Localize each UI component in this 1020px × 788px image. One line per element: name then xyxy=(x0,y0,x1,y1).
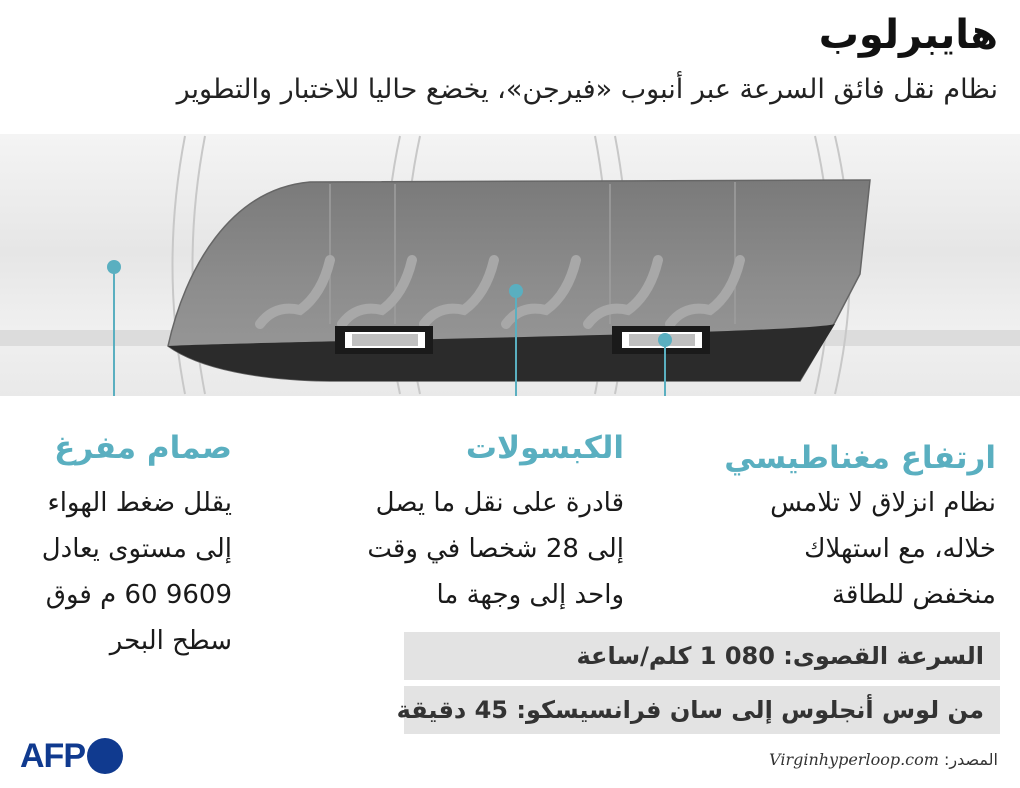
capsules-line: قادرة على نقل ما يصل xyxy=(375,488,624,518)
route-time-stat: من لوس أنجلوس إلى سان فرانسيسكو: 45 دقيقة xyxy=(404,686,1000,734)
capsules-line: إلى 28 شخصا في وقت xyxy=(367,534,624,564)
source-label: المصدر: xyxy=(944,750,998,769)
maglev-module-left xyxy=(335,326,433,354)
maglev-description xyxy=(770,480,996,618)
vacuum-pointer-dot xyxy=(107,260,121,274)
vacuum-heading: صمام مفرغ xyxy=(54,430,232,466)
afp-logo xyxy=(20,736,123,776)
maglev-line: منخفض للطاقة xyxy=(832,580,996,610)
capsules-heading: الكبسولات xyxy=(465,430,624,466)
capsules-line: واحد إلى وجهة ما xyxy=(436,580,624,610)
afp-logo-text: AFP xyxy=(20,736,85,775)
vacuum-description xyxy=(42,480,232,664)
maglev-heading: ارتفاع مغناطيسي xyxy=(724,440,996,476)
source-credit xyxy=(769,750,998,769)
vacuum-line: سطح البحر xyxy=(109,626,232,656)
max-speed-stat: السرعة القصوى: 080 1 كلم/ساعة xyxy=(404,632,1000,680)
hyperloop-illustration xyxy=(0,134,1020,396)
afp-logo-dot-icon xyxy=(87,738,123,774)
maglev-pointer-dot xyxy=(658,333,672,347)
maglev-line: خلاله، مع استهلاك xyxy=(804,534,996,564)
source-url: Virginhyperloop.com xyxy=(769,750,939,769)
maglev-line: نظام انزلاق لا تلامس xyxy=(770,488,996,518)
capsules-description xyxy=(367,480,624,618)
capsule-pointer-dot xyxy=(509,284,523,298)
page-subtitle: نظام نقل فائق السرعة عبر أنبوب «فيرجن»، يخضع حاليا للاختبار والتطوير xyxy=(176,74,998,105)
vacuum-line: إلى مستوى يعادل xyxy=(41,534,232,564)
vacuum-line: 9609 60 م فوق xyxy=(45,580,232,610)
page-title: هايبرلوب xyxy=(818,12,998,58)
vacuum-line: يقلل ضغط الهواء xyxy=(47,488,232,518)
